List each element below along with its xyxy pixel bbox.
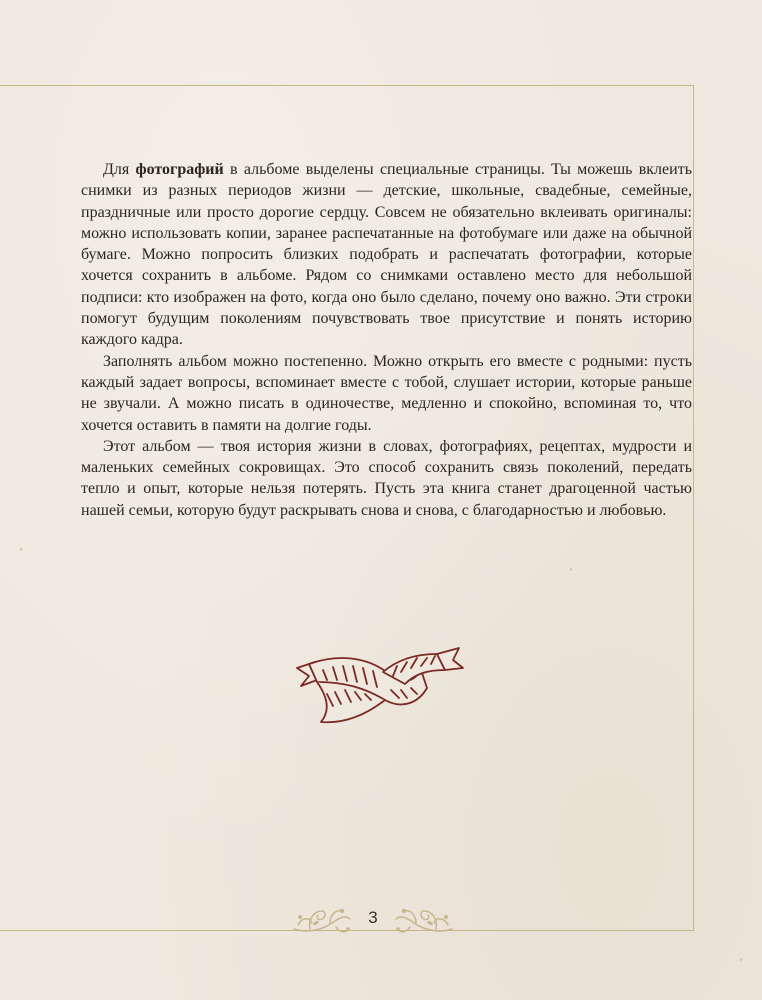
paragraph-photos: Для фотографий в альбоме выделены специальные страницы. Ты можешь вклеить снимки из разных периодов жизни — детские, школьные, свадебные, семейные, праздничные или просто дорогие сердцу. Совсем не обязательно вклеивать оригиналы: можно использовать копии, заранее распечатанные на фотобумаге или даже на обычной бумаге. Можно попросить близких подобрать и распечатать фотографии, которые хочется сохранить в альбоме. Рядом со снимками оставлено место для небольшой подписи: кто изображен на фото, когда оно было сделано, почему оно важно. Эти строки помогут будущим поколениям почувствовать твое присутствие и понять историю каждого кадра. [81, 161, 692, 349]
body-text [81, 159, 692, 521]
emphasis-photos: фотографий [135, 161, 224, 178]
ribbon-banner-icon [287, 640, 467, 730]
floral-ornament-icon [290, 903, 352, 937]
paper-speck [740, 958, 742, 961]
paragraph-gradually: Заполнять альбом можно постепенно. Можно открыть его вместе с родными: пусть каждый задает вопросы, вспоминает вместе с тобой, слушает истории, которые раньше не звучали. А можно писать в одиночестве, медленно и спокойно, вспоминая то, что хочется оставить в памяти на долгие годы. [81, 352, 692, 434]
paragraph-story: Этот альбом — твоя история жизни в словах, фотографиях, рецептах, мудрости и маленьких семейных сокровищах. Это способ сохранить связь поколений, передать тепло и опыт, которые нельзя потерять. Пусть эта книга станет драгоценной частью нашей семьи, которую будут раскрывать снова и снова, с благодарностью и любовью. [81, 437, 692, 519]
floral-ornament-icon [394, 903, 456, 937]
page-number: 3 [368, 908, 378, 927]
page-footer [290, 900, 460, 940]
